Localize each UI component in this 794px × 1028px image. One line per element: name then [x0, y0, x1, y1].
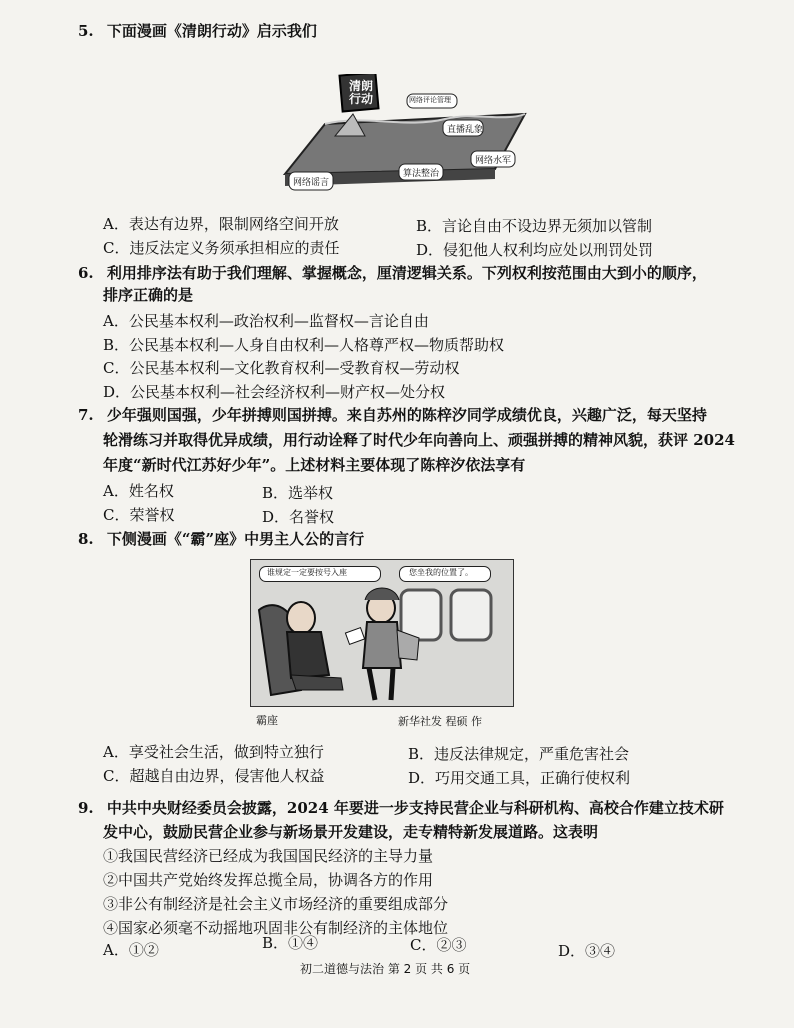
q9-statement-2: ②中国共产党始终发挥总揽全局，协调各方的作用	[103, 871, 434, 889]
q7-stem-line-2: 轮滑练习并取得优异成绩，用行动诠释了时代少年向善向上、顽强拼搏的精神风貌，获评 2024	[103, 431, 735, 449]
q8-option-d[interactable]: D．巧用交通工具，正确行使权利	[408, 769, 631, 787]
q5-option-d[interactable]: D．侵犯他人权利均应处以刑罚处罚	[416, 241, 654, 259]
q8-caption-left: 霸座	[256, 714, 278, 727]
q6-option-c[interactable]: C．公民基本权利—文化教育权利—受教育权—劳动权	[103, 359, 460, 377]
q6-option-d[interactable]: D．公民基本权利—社会经济权利—财产权—处分权	[103, 383, 446, 401]
q8-bubble-right: 您坐我的位置了。	[409, 568, 473, 577]
q6-number: 6.	[78, 264, 94, 282]
q9-stem	[78, 797, 724, 819]
q9-option-d[interactable]: D．③④	[558, 942, 616, 960]
q8-caption-right: 新华社发 程硕 作	[398, 715, 482, 728]
q8-option-b[interactable]: B．违反法律规定，严重危害社会	[408, 745, 630, 763]
q9-statement-3: ③非公有制经济是社会主义市场经济的重要组成部分	[103, 895, 449, 913]
q9-option-c[interactable]: C．②③	[410, 936, 467, 954]
q5-label-algorithm: 算法整治	[403, 169, 440, 179]
q8-stem	[78, 528, 364, 550]
q5-stem-line-1: 下面漫画《清朗行动》启示我们	[106, 22, 317, 40]
q5-cartoon	[265, 74, 533, 198]
q9-statement-4: ④国家必须毫不动摇地巩固非公有制经济的主体地位	[103, 919, 449, 937]
q7-option-c[interactable]: C．荣誉权	[103, 506, 175, 524]
q6-stem	[78, 262, 707, 284]
q7-stem	[78, 404, 707, 426]
q9-option-a[interactable]: A．①②	[103, 941, 159, 959]
q5-number: 5.	[78, 22, 94, 40]
q9-option-b[interactable]: B．①④	[262, 934, 319, 952]
q9-stem-line-1: 中共中央财经委员会披露，2024 年要进一步支持民营企业与科研机构、高校合作建立技术研	[106, 799, 724, 817]
q9-statement-1: ①我国民营经济已经成为我国国民经济的主导力量	[103, 847, 434, 865]
q5-label-rumor: 网络谣言	[293, 178, 330, 188]
q6-stem-line-2: 排序正确的是	[103, 286, 194, 304]
q8-option-c[interactable]: C．超越自由边界，侵害他人权益	[103, 767, 325, 785]
q5-label-navy: 网络水军	[475, 156, 512, 166]
q7-number: 7.	[78, 406, 94, 424]
q5-option-b[interactable]: B．言论自由不设边界无须加以管制	[416, 217, 653, 235]
q7-stem-line-1: 少年强则国强，少年拼搏则国拼搏。来自苏州的陈梓汐同学成绩优良，兴趣广泛，每天坚持	[106, 406, 707, 424]
q5-cartoon-title: 清朗行动	[348, 79, 373, 106]
page-footer: 初二道德与法治 第 2 页 共 6 页	[300, 962, 471, 976]
q5-option-c[interactable]: C．违反法定义务须承担相应的责任	[103, 239, 340, 257]
q8-option-a[interactable]: A．享受社会生活，做到特立独行	[103, 743, 324, 761]
q7-option-a[interactable]: A．姓名权	[103, 482, 174, 500]
q6-option-b[interactable]: B．公民基本权利—人身自由权利—人格尊严权—物质帮助权	[103, 336, 505, 354]
q7-option-d[interactable]: D．名誉权	[262, 508, 335, 526]
q8-bubble-left: 谁规定一定要按号入座	[267, 568, 347, 577]
q7-stem-line-3: 年度“新时代江苏好少年”。上述材料主要体现了陈梓汐依法享有	[103, 456, 526, 474]
q5-stem	[78, 20, 317, 42]
q9-stem-line-2: 发中心，鼓励民营企业参与新场景开发建设，走专精特新发展道路。这表明	[103, 823, 599, 841]
q9-number: 9.	[78, 799, 94, 817]
q5-label-comment: 网络评论管理	[409, 96, 451, 104]
q5-label-live: 直播乱象	[447, 125, 484, 135]
q8-stem-line-1: 下侧漫画《“霸”座》中男主人公的言行	[106, 530, 365, 548]
q8-cartoon	[250, 559, 514, 707]
q6-option-a[interactable]: A．公民基本权利—政治权利—监督权—言论自由	[103, 312, 429, 330]
q8-number: 8.	[78, 530, 94, 548]
q6-stem-line-1: 利用排序法有助于我们理解、掌握概念，厘清逻辑关系。下列权利按范围由大到小的顺序，	[106, 264, 707, 282]
q7-option-b[interactable]: B．选举权	[262, 484, 334, 502]
q5-option-a[interactable]: A．表达有边界，限制网络空间开放	[103, 215, 339, 233]
